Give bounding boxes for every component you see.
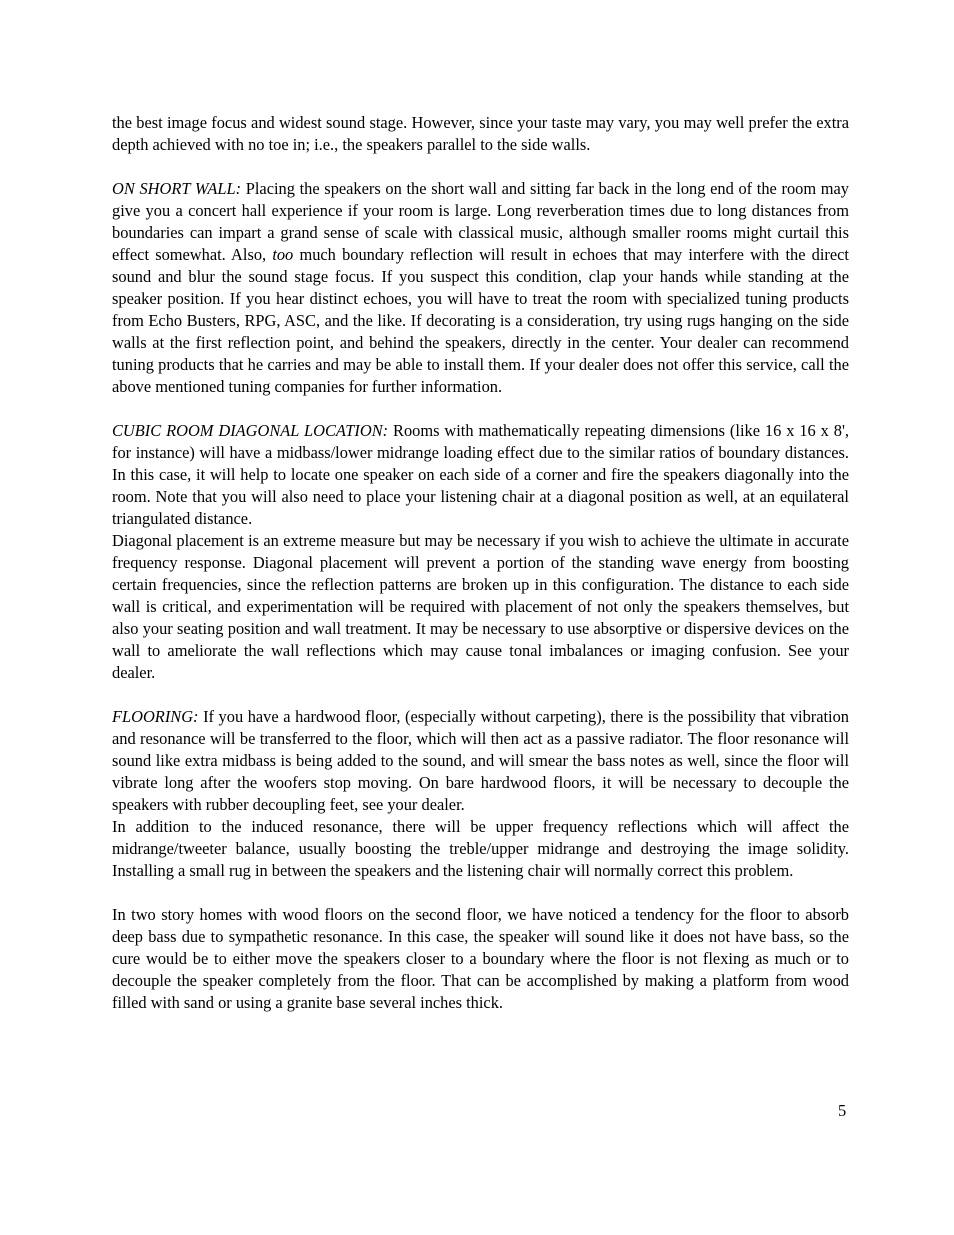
paragraph-text: Diagonal placement is an extreme measure but may be necessary if you wish to achieve the ultimate in accurate frequency response. Diagonal placement will prevent a portion of the standing wave energy from boosting certain frequencies, since the reflection patterns are broken up in this configuration. The distance to each side wall is critical, and experimentation will be required with placement of not only the speakers themselves, but also your seating position and wall treatment. It may be necessary to use absorptive or dispersive devices on the wall to ameliorate the wall reflections which may cause tonal imbalances or imaging confusion. See your dealer. — [112, 531, 849, 682]
emphasis-text: too — [272, 245, 294, 264]
paragraph-text: the best image focus and widest sound stage. However, since your taste may vary, you may well prefer the extra depth achieved with no toe in; i.e., the speakers parallel to the side walls. — [112, 113, 849, 154]
paragraph-text: Rooms with mathematically repeating dimensions (like 16 x 16 x 8', for instance) will have a midbass/lower midrange loading effect due to the similar ratios of boundary distances. In this case, it will help to locate one speaker on each side of a corner and fire the speakers diagonally into the room. Note that you will also need to place your listening chair at a diagonal position as well, at an equilateral triangulated distance. — [112, 421, 849, 528]
paragraph-text: In two story homes with wood floors on the second floor, we have noticed a tendency for the floor to absorb deep bass due to sympathetic resonance. In this case, the speaker will sound like it does not have bass, so the cure would be to either move the speakers closer to a boundary where the floor is not flexing as much or to decouple the speaker completely from the floor. That can be accomplished by making a platform from wood filled with sand or using a granite base several inches thick. — [112, 905, 849, 1012]
paragraph-two-story-homes — [112, 904, 849, 1014]
paragraph-text: If you have a hardwood floor, (especially without carpeting), there is the possibility that vibration and resonance will be transferred to the floor, which will then act as a passive radiator. The floor resonance will sound like extra midbass is being added to the sound, and will smear the bass notes as well, since the floor will vibrate long after the woofers stop moving. On bare hardwood floors, it will be necessary to decouple the speakers with rubber decoupling feet, see your dealer. — [112, 707, 849, 814]
page-body — [112, 112, 849, 1036]
paragraph-diagonal-placement — [112, 530, 849, 684]
page-number: 5 — [838, 1101, 847, 1120]
paragraph-upper-frequency-reflections — [112, 816, 849, 882]
paragraph-flooring — [112, 706, 849, 816]
section-heading-flooring: FLOORING: — [112, 707, 199, 726]
section-heading-short-wall: ON SHORT WALL: — [112, 179, 242, 198]
paragraph-cubic-room — [112, 420, 849, 530]
paragraph-text: In addition to the induced resonance, there will be upper frequency reflections which will affect the midrange/tweeter balance, usually boosting the treble/upper midrange and destroying the image solidity. Installing a small rug in between the speakers and the listening chair will normally correct this problem. — [112, 817, 849, 880]
section-heading-cubic-room: CUBIC ROOM DIAGONAL LOCATION: — [112, 421, 389, 440]
paragraph-short-wall — [112, 178, 849, 398]
paragraph-toe-in-continued — [112, 112, 849, 156]
paragraph-text: Placing the speakers on the short wall and sitting far back in the long end of the room may give you a concert hall experience if your room is large. Long reverberation times due to long distances from boundaries can impart a grand sense of scale with classical music, although smaller rooms might curtail this effect somewhat. Also, — [112, 179, 850, 264]
paragraph-text: much boundary reflection will result in echoes that may interfere with the direct sound and blur the sound stage focus. If you suspect this condition, clap your hands while standing at the speaker position. If you hear distinct echoes, you will have to treat the room with specialized tuning products from Echo Busters, RPG, ASC, and the like. If decorating is a consideration, try using rugs hanging on the side walls at the first reflection point, and behind the speakers, directly in the center. Your dealer can recommend tuning products that he carries and may be able to install them. If your dealer does not offer this service, call the above mentioned tuning companies for further information. — [112, 245, 849, 396]
